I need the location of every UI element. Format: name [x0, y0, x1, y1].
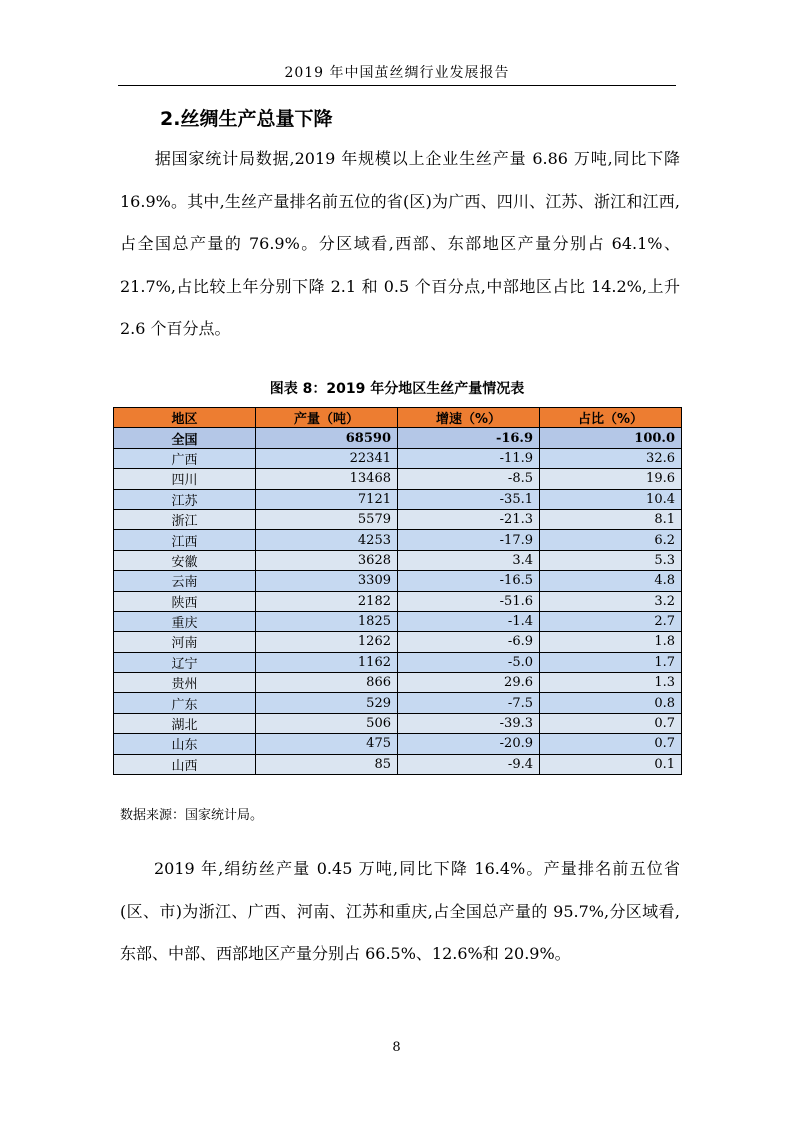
cell-output: 68590 — [256, 428, 398, 448]
table-row — [114, 489, 682, 509]
table-caption: 图表 8：2019 年分地区生丝产量情况表 — [269, 381, 525, 397]
column-header-region: 地区 — [114, 408, 256, 428]
cell-region: 重庆 — [114, 611, 256, 631]
cell-region: 江西 — [114, 530, 256, 550]
cell-region: 辽宁 — [114, 652, 256, 672]
paragraph-raw-silk-text: 据国家统计局数据,2019 年规模以上企业生丝产量 6.86 万吨,同比下降 16.9%。其中,生丝产量排名前五位的省(区)为广西、四川、江苏、浙江和江西,占全国总产量的 76.9%。分区域看,西部、东部地区产量分别占 64.1%、21.7%,占比较上年分别下降 2.1 和 0.5 个百分点,中部地区占比 14.2%,上升 2.6 个百分点。 — [120, 149, 680, 338]
cell-share: 6.2 — [540, 530, 682, 550]
cell-share: 0.7 — [540, 713, 682, 733]
column-header-growth: 增速（%） — [398, 408, 540, 428]
cell-output: 5579 — [256, 509, 398, 529]
cell-share: 2.7 — [540, 611, 682, 631]
table-row — [114, 693, 682, 713]
cell-output: 13468 — [256, 469, 398, 489]
cell-growth: -16.5 — [398, 571, 540, 591]
cell-growth: -5.0 — [398, 652, 540, 672]
cell-growth: 29.6 — [398, 673, 540, 693]
cell-region: 湖北 — [114, 713, 256, 733]
column-header-output: 产量（吨） — [256, 408, 398, 428]
table-row — [114, 469, 682, 489]
cell-growth: 3.4 — [398, 550, 540, 570]
table-row — [114, 591, 682, 611]
table-row — [114, 734, 682, 754]
cell-region: 山东 — [114, 734, 256, 754]
cell-growth: -16.9 — [398, 428, 540, 448]
table-row — [114, 571, 682, 591]
cell-share: 19.6 — [540, 469, 682, 489]
paragraph-raw-silk — [120, 138, 680, 351]
table-body — [114, 428, 682, 775]
cell-growth: -6.9 — [398, 632, 540, 652]
table-source-note: 数据来源：国家统计局。 — [120, 808, 264, 823]
table-row — [114, 632, 682, 652]
cell-region: 安徽 — [114, 550, 256, 570]
cell-growth: -17.9 — [398, 530, 540, 550]
cell-share: 0.1 — [540, 754, 682, 774]
table-row — [114, 713, 682, 733]
cell-region: 浙江 — [114, 509, 256, 529]
paragraph-spun-silk-text: 2019 年,绢纺丝产量 0.45 万吨,同比下降 16.4%。产量排名前五位省(区、市)为浙江、广西、河南、江苏和重庆,占全国总产量的 95.7%,分区域看,东部、中部、西部地区产量分别占 66.5%、12.6%和 20.9%。 — [120, 859, 680, 963]
cell-share: 10.4 — [540, 489, 682, 509]
cell-region: 陕西 — [114, 591, 256, 611]
table-row — [114, 530, 682, 550]
cell-output: 3309 — [256, 571, 398, 591]
cell-growth: -7.5 — [398, 693, 540, 713]
cell-region: 贵州 — [114, 673, 256, 693]
cell-growth: -11.9 — [398, 448, 540, 468]
cell-output: 1162 — [256, 652, 398, 672]
paragraph-spun-silk — [120, 848, 680, 976]
table-row — [114, 611, 682, 631]
running-header: 2019 年中国茧丝绸行业发展报告 — [284, 65, 510, 81]
page-number: 8 — [392, 1040, 401, 1055]
cell-share: 0.7 — [540, 734, 682, 754]
cell-share: 4.8 — [540, 571, 682, 591]
table-row — [114, 673, 682, 693]
cell-share: 3.2 — [540, 591, 682, 611]
cell-growth: -20.9 — [398, 734, 540, 754]
cell-growth: -51.6 — [398, 591, 540, 611]
cell-share: 1.8 — [540, 632, 682, 652]
cell-output: 7121 — [256, 489, 398, 509]
cell-output: 85 — [256, 754, 398, 774]
raw-silk-output-table — [113, 407, 682, 775]
cell-share: 5.3 — [540, 550, 682, 570]
cell-region: 广西 — [114, 448, 256, 468]
column-header-share: 占比（%） — [540, 408, 682, 428]
cell-output: 4253 — [256, 530, 398, 550]
cell-output: 506 — [256, 713, 398, 733]
cell-growth: -21.3 — [398, 509, 540, 529]
table-row — [114, 448, 682, 468]
cell-growth: -35.1 — [398, 489, 540, 509]
cell-region: 河南 — [114, 632, 256, 652]
cell-output: 475 — [256, 734, 398, 754]
cell-growth: -8.5 — [398, 469, 540, 489]
cell-output: 2182 — [256, 591, 398, 611]
cell-region: 江苏 — [114, 489, 256, 509]
cell-share: 1.3 — [540, 673, 682, 693]
cell-share: 8.1 — [540, 509, 682, 529]
table-header-row — [114, 408, 682, 428]
cell-output: 866 — [256, 673, 398, 693]
section-heading: 2.丝绸生产总量下降 — [160, 108, 333, 130]
cell-share: 1.7 — [540, 652, 682, 672]
table-row — [114, 550, 682, 570]
cell-region: 四川 — [114, 469, 256, 489]
cell-output: 529 — [256, 693, 398, 713]
cell-output: 1262 — [256, 632, 398, 652]
cell-growth: -9.4 — [398, 754, 540, 774]
cell-share: 0.8 — [540, 693, 682, 713]
cell-output: 3628 — [256, 550, 398, 570]
cell-share: 100.0 — [540, 428, 682, 448]
cell-growth: -39.3 — [398, 713, 540, 733]
table-row — [114, 652, 682, 672]
cell-output: 22341 — [256, 448, 398, 468]
cell-region: 广东 — [114, 693, 256, 713]
table-row-total — [114, 428, 682, 448]
table-row — [114, 754, 682, 774]
cell-growth: -1.4 — [398, 611, 540, 631]
cell-share: 32.6 — [540, 448, 682, 468]
header-divider — [118, 85, 676, 86]
cell-region: 全国 — [114, 428, 256, 448]
table-row — [114, 509, 682, 529]
cell-region: 云南 — [114, 571, 256, 591]
cell-region: 山西 — [114, 754, 256, 774]
cell-output: 1825 — [256, 611, 398, 631]
